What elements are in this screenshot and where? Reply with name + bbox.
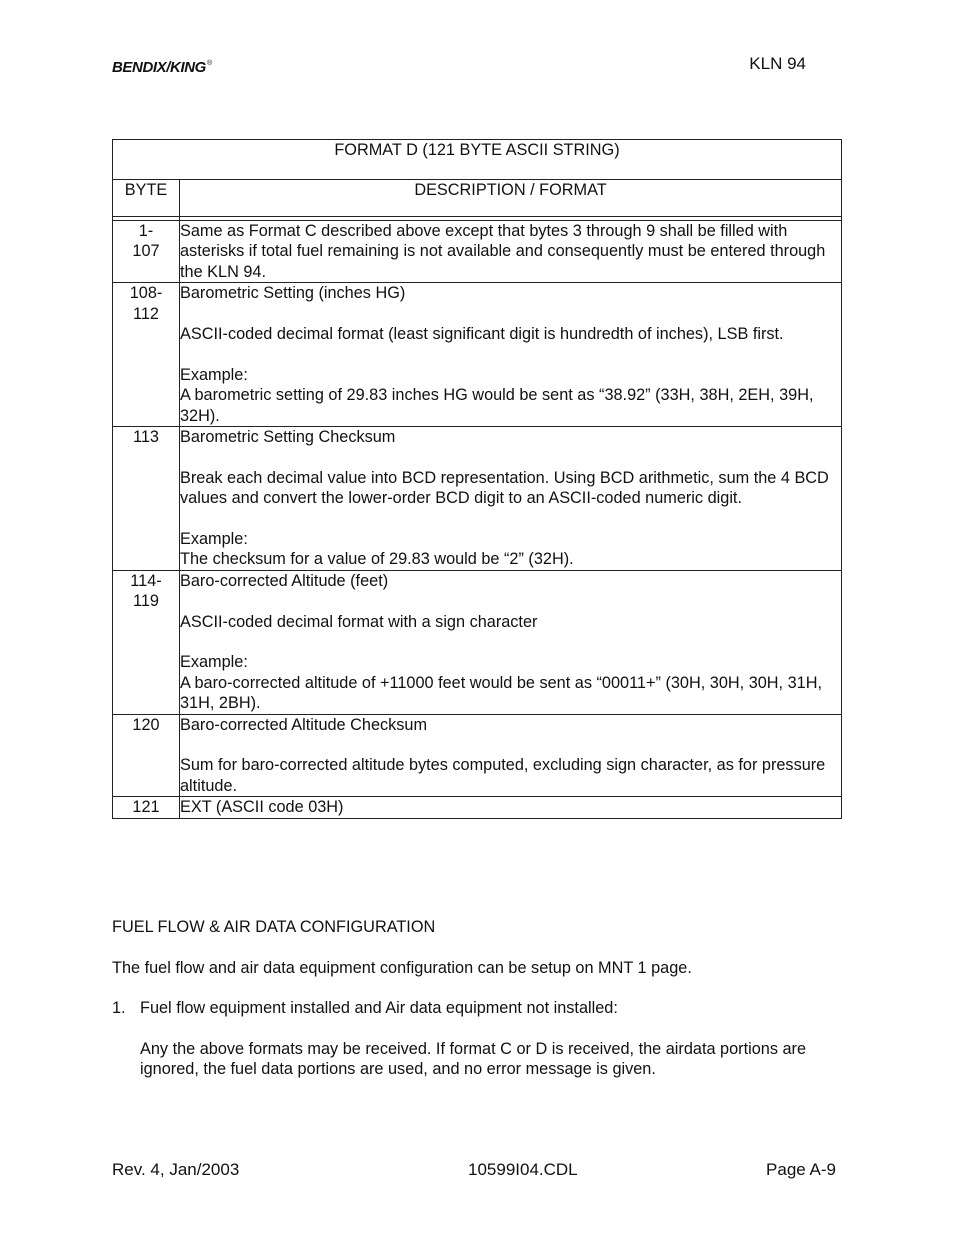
description-paragraph: ASCII-coded decimal format (least significant digit is hundredth of inches), LSB first. [180,325,784,344]
byte-range-cell [113,283,180,427]
description-paragraph: EXT (ASCII code 03H) [180,798,344,817]
description-paragraph: Barometric Setting (inches HG) [180,284,406,303]
description-paragraph: Example: A baro-corrected altitude of +11000 feet would be sent as “00011+” (30H, 30H, 30H, 31H, 31H, 2BH). [180,653,822,713]
byte-range-cell [113,797,180,818]
byte-range-line: 108- [129,284,163,303]
description-paragraph: Break each decimal value into BCD representation. Using BCD arithmetic, sum the 4 BCD values and convert the lower-order BCD digit to an ASCII-coded numeric digit. [180,468,829,508]
byte-range-cell [113,221,180,283]
table-row [113,283,842,427]
description-paragraph: Baro-corrected Altitude Checksum [180,715,428,734]
column-header-description: DESCRIPTION / FORMAT [180,180,842,217]
registered-mark: ® [206,60,212,67]
byte-range-cell [113,570,180,714]
description-paragraph: Barometric Setting Checksum [180,428,396,447]
table-row [113,714,842,797]
list-item [112,998,842,1018]
footer-document-id: 10599I04.CDL [468,1160,578,1179]
description-paragraph: Example: The checksum for a value of 29.83 would be “2” (32H). [180,530,574,569]
logo-text: BENDIX/KING [112,59,206,76]
byte-range-line: 120 [132,715,160,734]
description-paragraph: Same as Format C described above except that bytes 3 through 9 shall be filled with asterisks if total fuel remaining is not available and consequently must be entered through the KLN 94. [180,222,826,281]
byte-range-line: 113 [133,428,159,447]
description-cell [180,283,842,427]
byte-range-cell [113,427,180,571]
list-number: 1. [112,999,126,1017]
list-item-detail: Any the above formats may be received. If format C or D is received, the airdata portions are ignored, the fuel data portions are used, and no error message is given. [140,1040,807,1079]
description-cell [180,570,842,714]
description-paragraph: ASCII-coded decimal format with a sign character [180,612,538,631]
table-title: FORMAT D (121 BYTE ASCII STRING) [113,140,842,180]
format-d-table [112,139,842,819]
byte-range-line: 121 [132,798,160,817]
section-heading: FUEL FLOW & AIR DATA CONFIGURATION [112,918,436,936]
table-title-row [113,140,842,180]
description-cell [180,427,842,571]
table-row [113,570,842,714]
footer-page-number: Page A-9 [766,1160,836,1179]
byte-range-cell [113,714,180,797]
model-name: KLN 94 [749,54,806,73]
description-paragraph: Sum for baro-corrected altitude bytes computed, excluding sign character, as for pressure altitude. [180,756,826,795]
column-header-byte: BYTE [113,180,180,217]
table-row [113,221,842,283]
byte-range-line: 1- [138,222,154,240]
byte-range-line: 114- [130,571,162,590]
table-row [113,427,842,571]
list-text: Fuel flow equipment installed and Air data equipment not installed: [140,999,618,1017]
byte-range-line: 107 [132,242,160,261]
footer-revision: Rev. 4, Jan/2003 [112,1160,240,1179]
table-row [113,797,842,818]
description-paragraph: Example: A barometric setting of 29.83 inches HG would be sent as “38.92” (33H, 38H, 2EH, 39H, 32H). [180,365,814,425]
section-intro: The fuel flow and air data equipment configuration can be setup on MNT 1 page. [112,959,692,977]
description-cell [180,797,842,818]
bendix-king-logo [112,54,212,78]
byte-range-line: 119 [133,592,159,611]
description-paragraph: Baro-corrected Altitude (feet) [180,571,389,590]
description-cell [180,714,842,797]
byte-range-line: 112 [133,304,159,323]
table-header-row [113,180,842,217]
description-cell [180,221,842,283]
